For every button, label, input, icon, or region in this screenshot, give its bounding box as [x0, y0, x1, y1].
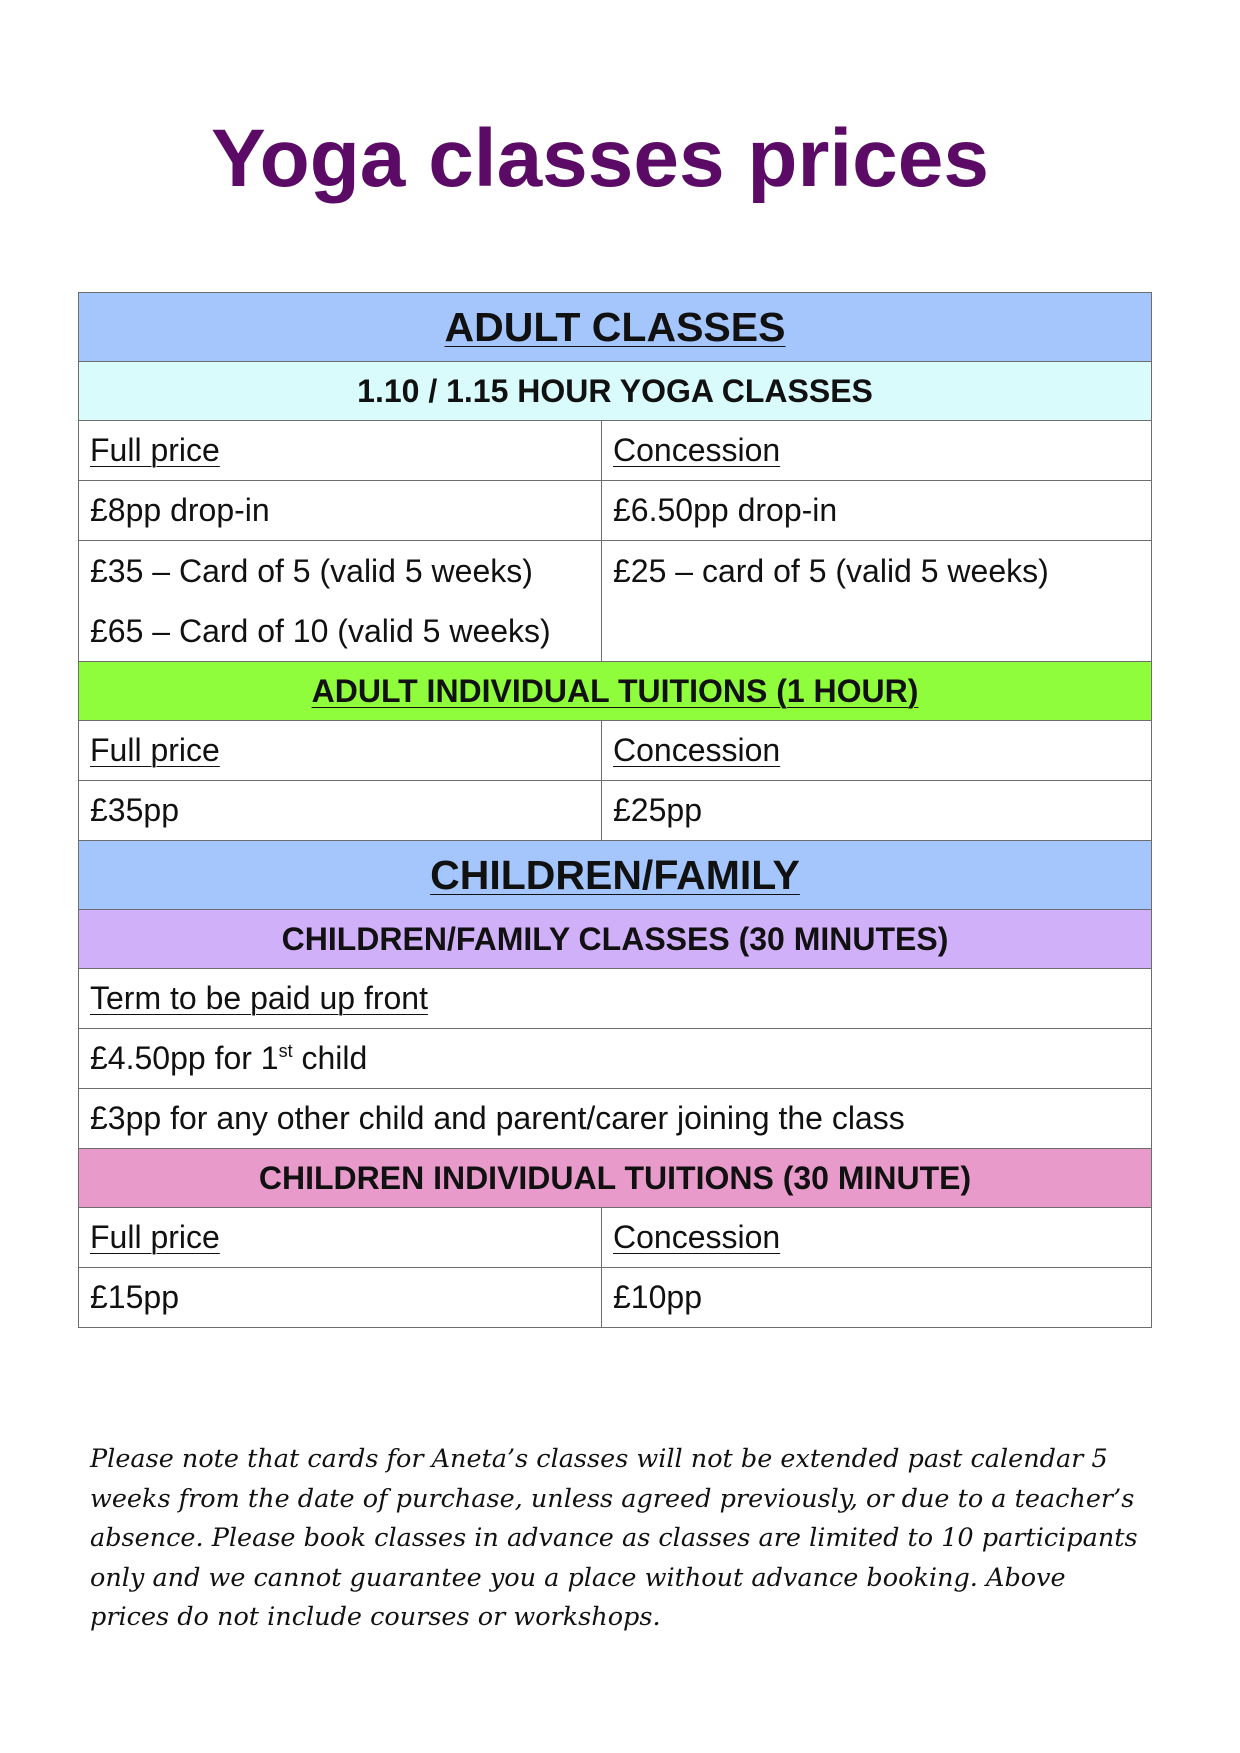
children-tuition-header [79, 1149, 1152, 1208]
adult-tuition-concession-price: £25pp [602, 781, 1152, 841]
children-section-header [79, 841, 1152, 910]
adult-section-title: ADULT CLASSES [444, 303, 786, 350]
children-classes-header [79, 910, 1152, 969]
children-classes-header-row [79, 910, 1152, 969]
children-first-child-row [79, 1029, 1152, 1089]
ordinal-suffix: st [278, 1041, 293, 1061]
footnote [90, 1440, 1150, 1638]
first-child-price-suffix: child [292, 1040, 368, 1076]
concession-cards-cell [602, 541, 1152, 662]
table-cell [602, 721, 1152, 781]
concession-label: Concession [613, 1219, 781, 1255]
adult-tuition-price-row [79, 781, 1152, 841]
full-drop-in-price: £8pp drop-in [79, 481, 602, 541]
adult-tuition-header [79, 662, 1152, 721]
children-tuition-label-row [79, 1208, 1152, 1268]
adult-classes-title: 1.10 / 1.15 HOUR YOGA CLASSES [357, 372, 873, 409]
first-child-price-text: £4.50pp for 1 [90, 1040, 279, 1076]
full-price-label: Full price [90, 432, 220, 468]
table-cell [602, 421, 1152, 481]
full-card-5-price: £35 – Card of 5 (valid 5 weeks) [90, 553, 533, 589]
price-table [78, 292, 1152, 1328]
adult-tuition-full-price: £35pp [79, 781, 602, 841]
children-section-title: CHILDREN/FAMILY [430, 851, 800, 898]
adult-section-header [79, 293, 1152, 362]
adult-section-header-row [79, 293, 1152, 362]
adult-tuition-label-row [79, 721, 1152, 781]
concession-label: Concession [613, 432, 781, 468]
table-cell [79, 969, 1152, 1029]
first-child-price [79, 1029, 1152, 1089]
adult-tuition-title: ADULT INDIVIDUAL TUITIONS (1 HOUR) [311, 672, 919, 709]
children-tuition-concession-price: £10pp [602, 1268, 1152, 1328]
table-cell [602, 1208, 1152, 1268]
adult-tuition-header-row [79, 662, 1152, 721]
children-tuition-title: CHILDREN INDIVIDUAL TUITIONS (30 MINUTE) [258, 1159, 972, 1196]
children-tuition-price-row [79, 1268, 1152, 1328]
children-section-header-row [79, 841, 1152, 910]
full-price-label: Full price [90, 732, 220, 768]
concession-card-5-price: £25 – card of 5 (valid 5 weeks) [613, 553, 1049, 589]
children-tuition-full-price: £15pp [79, 1268, 602, 1328]
table-cell [79, 421, 602, 481]
other-child-price: £3pp for any other child and parent/carer joining the class [79, 1089, 1152, 1149]
footnote-text: Please note that cards for Aneta’s classes will not be extended past calendar 5 weeks from the date of purchase, unless agreed previously, or due to a teacher’s absence. Please book classes in advance as classes are limited to 10 participants only and we cannot guarantee you a place without advance booking. Above prices do not include courses or workshops. [90, 1444, 1138, 1632]
adult-classes-header-row [79, 362, 1152, 421]
full-card-10-price: £65 – Card of 10 (valid 5 weeks) [90, 613, 551, 649]
adult-drop-in-row [79, 481, 1152, 541]
page-title: Yoga classes prices [211, 113, 989, 204]
adult-classes-label-row [79, 421, 1152, 481]
concession-drop-in-price: £6.50pp drop-in [602, 481, 1152, 541]
full-cards-cell [79, 541, 602, 662]
concession-label: Concession [613, 732, 781, 768]
table-cell [79, 1208, 602, 1268]
children-other-row [79, 1089, 1152, 1149]
children-term-row [79, 969, 1152, 1029]
table-cell [79, 721, 602, 781]
term-note: Term to be paid up front [90, 980, 428, 1016]
adult-cards-row [79, 541, 1152, 662]
children-tuition-header-row [79, 1149, 1152, 1208]
adult-classes-header [79, 362, 1152, 421]
children-classes-title: CHILDREN/FAMILY CLASSES (30 MINUTES) [281, 920, 949, 957]
full-price-label: Full price [90, 1219, 220, 1255]
